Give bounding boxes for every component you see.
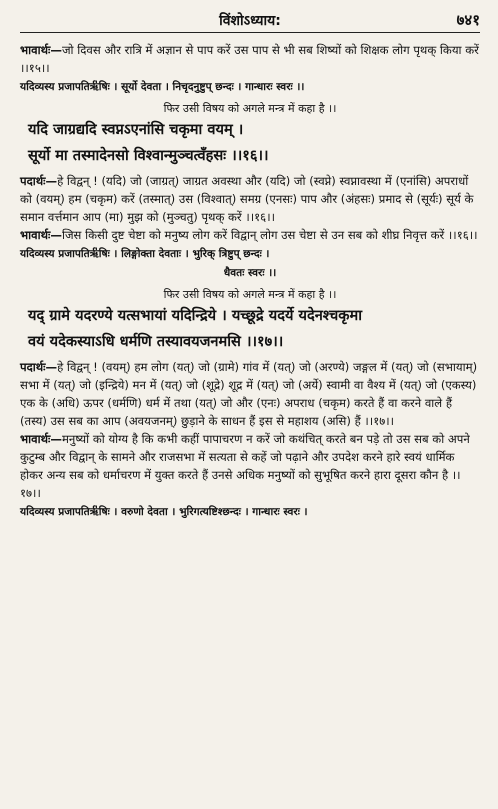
bhavartha-text: मनुष्यों को योग्य है कि कभी कहीं पापाचरण न करें जो कथंचित् करते बन पड़े तो उस सब को अपने कुटुम्ब और विद्वान् के सामने और राजसभा में सत्यता से कहें जो पढ़ाने और उपदेश करने हारे स्वयं धार्मिक होकर अन्य सब को धर्माचरण में युक्त करते हैं उनसे अधिक मनुष्यों को सुभूषित करने हारा दूसरा कौन है ।।१७।। <box>20 432 470 500</box>
padartha-label: पदार्थः— <box>20 174 58 188</box>
bhavartha-label: भावार्थः— <box>20 228 62 242</box>
bhavartha-15 <box>20 41 480 77</box>
mantra-17-meta: यदिव्यस्य प्रजापतिर्ऋ॑षिः । लिङ्गोक्ता देवताः । भुरिक् त्रिष्टुप् छन्दः । <box>20 248 270 260</box>
chapter-title: विंशोऽध्याय: <box>219 13 281 29</box>
page-header <box>20 10 480 33</box>
bhavartha-text: जो दिवस और रात्रि में अज्ञान से पाप करें उस पाप से भी सब शिष्यों को शिक्षक लोग पृथक् किया करें ।।१५।। <box>20 43 479 75</box>
mantra-17-line-1: यद् ग्रामे यदरण्ये यत्सभायां यदिन्द्रिये । यच्छूद्रे यदर्ये यदेनश्चकृमा <box>28 307 362 324</box>
mantra-17-intro: फिर उसी विषय को अगले मन्त्र में कहा है ।। <box>163 288 337 301</box>
bhavartha-17 <box>20 430 480 502</box>
page-number: ७४१ <box>456 11 480 29</box>
bhavartha-text: जिस किसी दुष्ट चेष्टा को मनुष्य लोग करें विद्वान् लोग उस चेष्टा से उन सब को शीघ्र निवृत्त करें ।।१६।। <box>61 228 478 242</box>
mantra-17-line-2: वयं यदेकस्याऽधि धर्मणि तस्यावयजनमसि ।।१७।। <box>28 333 284 350</box>
mantra-16-meta: यदिव्यस्य प्रजापतिर्ऋ॑षिः । सूर्यो देवता । निचृदनुष्टुप् छन्दः । गान्धारः स्वरः ।। <box>20 81 305 93</box>
bhavartha-label: भावार्थः— <box>20 43 62 57</box>
mantra-16-line-1: यदि जाग्रद्यदि स्वप्नऽएनांसि चकृमा वयम् । <box>28 121 244 138</box>
padartha-16 <box>20 172 480 226</box>
mantra-16-intro: फिर उसी विषय को अगले मन्त्र में कहा है ।। <box>163 102 337 115</box>
padartha-text: हे विद्वन् ! (वयम्) हम लोग (यत्) जो (ग्रामे) गांव में (यत्) जो (अरण्ये) जङ्गल में (यत्) जो (सभायाम्) सभा में (यत्) जो (इन्द्रिये) मन में (यत्) जो (शूद्रे) शूद्र में (यत्) जो (अर्ये) स्वामी वा वैश्य में (यत्) जो (एकस्य) एक के (अधि) ऊपर (धर्मणि) धर्म में तथा (यत्) जो और (एनः) अपराध (चकृम) करते हैं वा करने वाले हैं (तस्य) उस सब का आप (अवयजनम्) छुड़ाने के साधन हैं इस से महाशय (असि) हैं ।।१७।। <box>20 360 478 428</box>
bhavartha-label: भावार्थः— <box>20 432 62 446</box>
padartha-text: हे विद्वन् ! (यदि) जो (जाग्रत्) जाग्रत अवस्था और (यदि) जो (स्वप्ने) स्वप्नावस्था में (एनांसि) अपराधों को (वयम्) हम (चकृम) करें (तस्मात्) उस (विश्वात्) समग्र (एनसः) पाप और (अंहसः) प्रमाद से (सूर्यः) सूर्य के समान वर्त्तमान आप (मा) मुझ को (मुञ्चतु) पृथक् करें ।।१६।। <box>20 174 474 224</box>
padartha-17 <box>20 358 480 430</box>
mantra-16-line-2: सूर्यो मा तस्मादेनसो विश्वान्मुञ्चत्वँहसः ।।१६।। <box>28 147 269 164</box>
bhavartha-16 <box>20 226 480 244</box>
mantra-17-meta-swara: धैवतः स्वरः ।। <box>223 267 277 279</box>
padartha-label: पदार्थः— <box>20 360 58 374</box>
mantra-18-meta: यदिव्यस्य प्रजापतिर्ऋ॑षिः । वरुणो देवता । भुरिगत्यष्टिश्छन्दः । गान्धारः स्वरः । <box>20 506 308 518</box>
